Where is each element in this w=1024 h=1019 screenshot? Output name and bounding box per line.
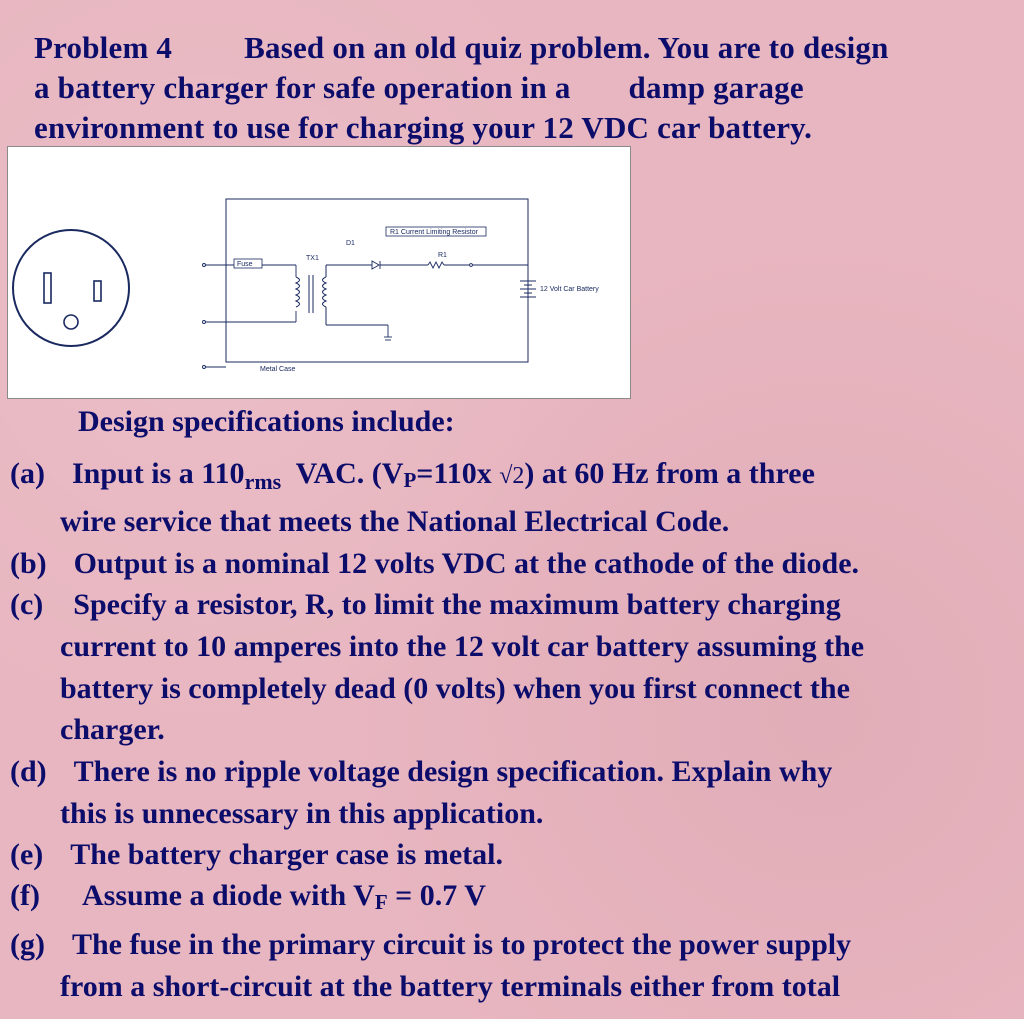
spec-text: Assume a diode with V <box>81 879 375 912</box>
spec-a-line1 <box>10 456 815 494</box>
sqrt-symbol: √2 <box>499 463 525 489</box>
transformer-label: TX1 <box>306 255 319 262</box>
spec-d-line1 <box>10 754 832 790</box>
spec-marker: (d) <box>10 755 47 788</box>
spec-marker: (g) <box>10 928 45 961</box>
spec-d-line2: this is unnecessary in this application. <box>60 797 544 830</box>
secondary-wiring <box>326 261 528 340</box>
circuit-diagram <box>7 146 631 399</box>
transformer-icon <box>296 265 326 325</box>
diode-label: D1 <box>346 240 355 247</box>
wall-outlet-icon <box>13 230 129 346</box>
header-text: a battery charger for safe operation in a <box>34 70 571 105</box>
spec-text: The fuse in the primary circuit is to protect the power supply <box>71 928 852 961</box>
spec-marker: (e) <box>10 838 44 871</box>
header-text: damp garage <box>628 70 804 105</box>
diode-icon <box>372 261 379 269</box>
spec-text: The battery charger case is metal. <box>70 838 503 871</box>
input-wiring <box>203 264 297 369</box>
spec-title: Design specifications include: <box>78 405 455 438</box>
spec-c-line4: charger. <box>60 713 165 746</box>
spec-c-line2: current to 10 amperes into the 12 volt car battery assuming the <box>60 630 865 663</box>
resistor-label: R1 Current Limiting Resistor <box>390 229 478 236</box>
spec-subscript: rms <box>244 469 282 494</box>
spec-text: There is no ripple voltage design specification. Explain why <box>73 755 833 788</box>
fuse-label: Fuse <box>237 261 253 268</box>
problem-intro: Based on an old quiz problem. You are to design <box>244 30 889 65</box>
resistor-icon <box>428 262 444 268</box>
problem-number: Problem 4 <box>34 30 173 65</box>
spec-subscript: F <box>374 890 388 914</box>
spec-text: Input is a 110 <box>71 457 245 490</box>
spec-e <box>10 837 503 873</box>
problem-header-line2 <box>34 69 804 107</box>
spec-text: =110x <box>416 457 500 490</box>
spec-c-line3: battery is completely dead (0 volts) when you first connect the <box>60 672 850 705</box>
resistor-ref-label: R1 <box>438 252 447 259</box>
spec-f <box>10 878 486 916</box>
spec-a-line2: wire service that meets the National Electrical Code. <box>60 505 730 538</box>
spec-c-line1 <box>10 587 841 623</box>
battery-label: 12 Volt Car Battery <box>540 286 599 293</box>
circuit-svg <box>8 147 630 398</box>
spec-b <box>10 546 859 582</box>
spec-text: Output is a nominal 12 volts VDC at the cathode of the diode. <box>73 547 860 580</box>
spec-marker: (f) <box>10 879 40 912</box>
spec-g-line1 <box>10 927 851 963</box>
spec-subscript: P <box>403 468 417 492</box>
spec-text: VAC. (V <box>288 457 404 490</box>
spec-marker: (c) <box>10 588 44 621</box>
spec-text: = 0.7 V <box>387 879 486 912</box>
metal-case-outline <box>226 199 528 362</box>
spec-text: ) at 60 Hz from a three <box>524 457 815 490</box>
spec-g-line2: from a short-circuit at the battery terminals either from total <box>60 970 841 1003</box>
metal-case-label: Metal Case <box>260 366 296 373</box>
problem-header-line3: environment to use for charging your 12 VDC car battery. <box>34 110 813 145</box>
spec-text: Specify a resistor, R, to limit the maximum battery charging <box>73 588 841 621</box>
spec-marker: (b) <box>10 547 47 580</box>
spec-marker: (a) <box>10 457 45 490</box>
problem-header-line1 <box>34 29 889 67</box>
